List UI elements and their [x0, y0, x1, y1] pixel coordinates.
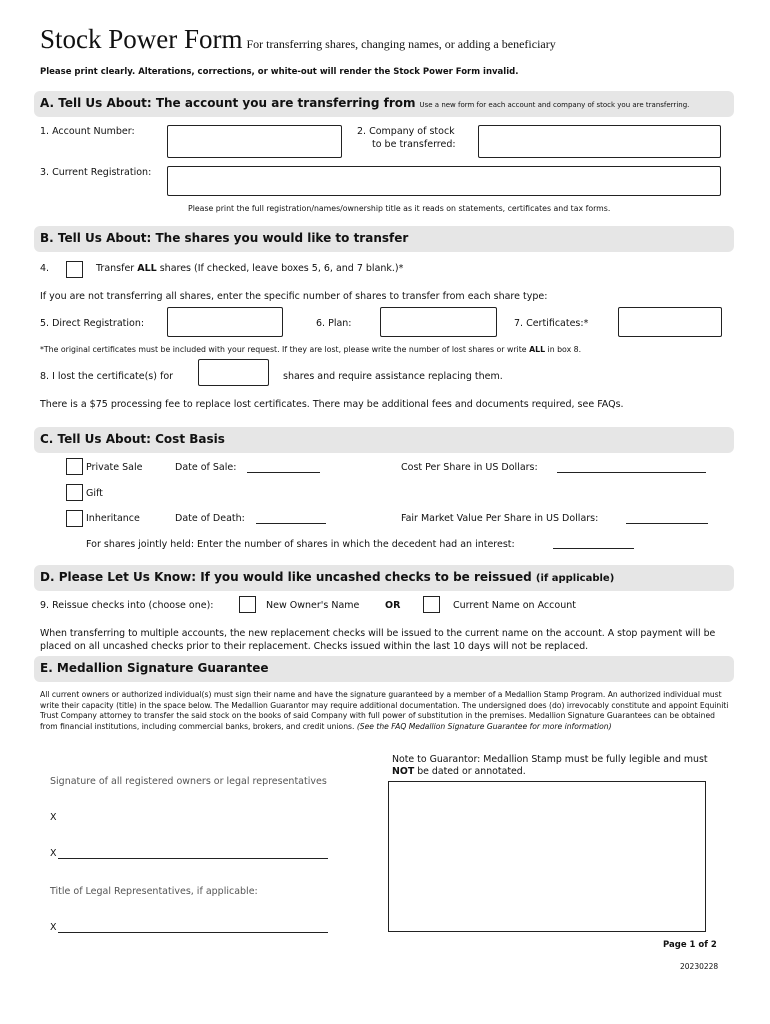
gift-checkbox[interactable] [66, 484, 83, 501]
section-a-header: A. Tell Us About: The account you are transferring from Use a new form for each account and company of stock you are transferring. [34, 91, 734, 117]
title-line[interactable] [58, 932, 328, 933]
form-code: 20230228 [680, 962, 719, 971]
current-name-checkbox[interactable] [423, 596, 440, 613]
medallion-paragraph: All current owners or authorized individual(s) must sign their name and have the signature guaranteed by a member of a Medallion Stamp Program. An authorized individual must write their capacity (title) in the space below. The Medallion Guarantor may require additional documentation. The undersigned does (do) irrevocably constitute and appoint Equiniti Trust Company attorney to transfer the said stock on the books of said Company with full power of substitution in the premises. Medallion Signature Guarantees can be obtained from financial institutions, including commercial banks, brokers, and credit unions. (See the FAQ Medallion Signature Guarantee for more information) [40, 690, 729, 731]
title-x: X [50, 922, 57, 933]
signature-label: Signature of all registered owners or legal representatives [50, 776, 327, 787]
current-registration-input[interactable] [167, 166, 721, 196]
plan-input[interactable] [380, 307, 497, 337]
partial-transfer-intro: If you are not transferring all shares, enter the specific number of shares to transfer from each share type: [40, 291, 548, 302]
account-number-input[interactable] [167, 125, 342, 158]
new-owner-label: New Owner's Name [266, 600, 360, 611]
section-d-suffix: (if applicable) [535, 573, 615, 584]
transfer-all-checkbox[interactable] [66, 261, 83, 278]
signature-line[interactable] [58, 858, 328, 859]
section-c-header: C. Tell Us About: Cost Basis [34, 427, 734, 453]
private-sale-checkbox[interactable] [66, 458, 83, 475]
gift-label: Gift [86, 488, 103, 499]
account-number-label: 1. Account Number: [40, 126, 135, 137]
page-number: Page 1 of 2 [663, 940, 717, 950]
form-subtitle: For transferring shares, changing names, or adding a beneficiary [246, 37, 556, 51]
medallion-stamp-box[interactable] [388, 781, 706, 932]
cost-per-share-label: Cost Per Share in US Dollars: [401, 462, 538, 473]
inheritance-checkbox[interactable] [66, 510, 83, 527]
signature-x2: X [50, 848, 57, 859]
lost-certificates-label: 8. I lost the certificate(s) for [40, 371, 174, 382]
company-label-line1: 2. Company of stock [357, 126, 455, 137]
lost-certificates-suffix: shares and require assistance replacing them. [283, 371, 503, 382]
certificates-note: *The original certificates must be included with your request. If they are lost, please write the number of lost shares or write ALL in box 8. [40, 345, 582, 354]
private-sale-label: Private Sale [86, 462, 143, 473]
fee-note: There is a $75 processing fee to replace lost certificates. There may be additional fees and documents required, see FAQs. [40, 399, 624, 410]
certificates-input[interactable] [618, 307, 722, 337]
title-representative-label: Title of Legal Representatives, if applicable: [50, 886, 258, 897]
print-warning: Please print clearly. Alterations, corrections, or white-out will render the Stock Power Form invalid. [40, 67, 519, 77]
current-name-label: Current Name on Account [453, 600, 576, 611]
fmv-label: Fair Market Value Per Share in US Dollars: [401, 513, 599, 524]
registration-help: Please print the full registration/names/ownership title as it reads on statements, certificates and tax forms. [188, 204, 611, 213]
reissue-label: 9. Reissue checks into (choose one): [40, 600, 214, 611]
fmv-line[interactable] [626, 523, 708, 524]
date-of-sale-label: Date of Sale: [175, 462, 237, 473]
jointly-held-label: For shares jointly held: Enter the number of shares in which the decedent had an interest: [86, 539, 515, 550]
item4-number: 4. [40, 263, 50, 274]
certificates-label: 7. Certificates:* [514, 318, 589, 329]
cost-per-share-line[interactable] [557, 472, 706, 473]
section-e-header: E. Medallion Signature Guarantee [34, 656, 734, 682]
guarantor-note: Note to Guarantor: Medallion Stamp must be fully legible and must NOT be dated or annotated. [392, 754, 708, 777]
jointly-held-line[interactable] [553, 548, 634, 549]
direct-registration-input[interactable] [167, 307, 283, 337]
inheritance-label: Inheritance [86, 513, 140, 524]
or-label: OR [385, 600, 401, 611]
date-of-death-line[interactable] [256, 523, 326, 524]
form-title: Stock Power Form For transferring shares, changing names, or adding a beneficiary [40, 24, 556, 54]
lost-shares-input[interactable] [198, 359, 269, 386]
reissue-note: When transferring to multiple accounts, the new replacement checks will be issued to the current name on the account. A stop payment will be placed on all uncashed checks prior to their replacement. Checks issued within the last 10 days will not be replaced. [40, 628, 716, 652]
transfer-all-label: Transfer ALL shares (If checked, leave boxes 5, 6, and 7 blank.)* [96, 263, 404, 274]
signature-x1: X [50, 812, 57, 823]
new-owner-checkbox[interactable] [239, 596, 256, 613]
company-label-line2: to be transferred: [372, 139, 456, 150]
direct-registration-label: 5. Direct Registration: [40, 318, 145, 329]
plan-label: 6. Plan: [316, 318, 352, 329]
company-input[interactable] [478, 125, 721, 158]
date-of-death-label: Date of Death: [175, 513, 245, 524]
current-registration-label: 3. Current Registration: [40, 167, 152, 178]
section-b-header: B. Tell Us About: The shares you would like to transfer [34, 226, 734, 252]
section-d-header: D. Please Let Us Know: If you would like uncashed checks to be reissued (if applicable) [34, 565, 734, 591]
section-a-note: Use a new form for each account and company of stock you are transferring. [419, 101, 690, 109]
date-of-sale-line[interactable] [247, 472, 320, 473]
